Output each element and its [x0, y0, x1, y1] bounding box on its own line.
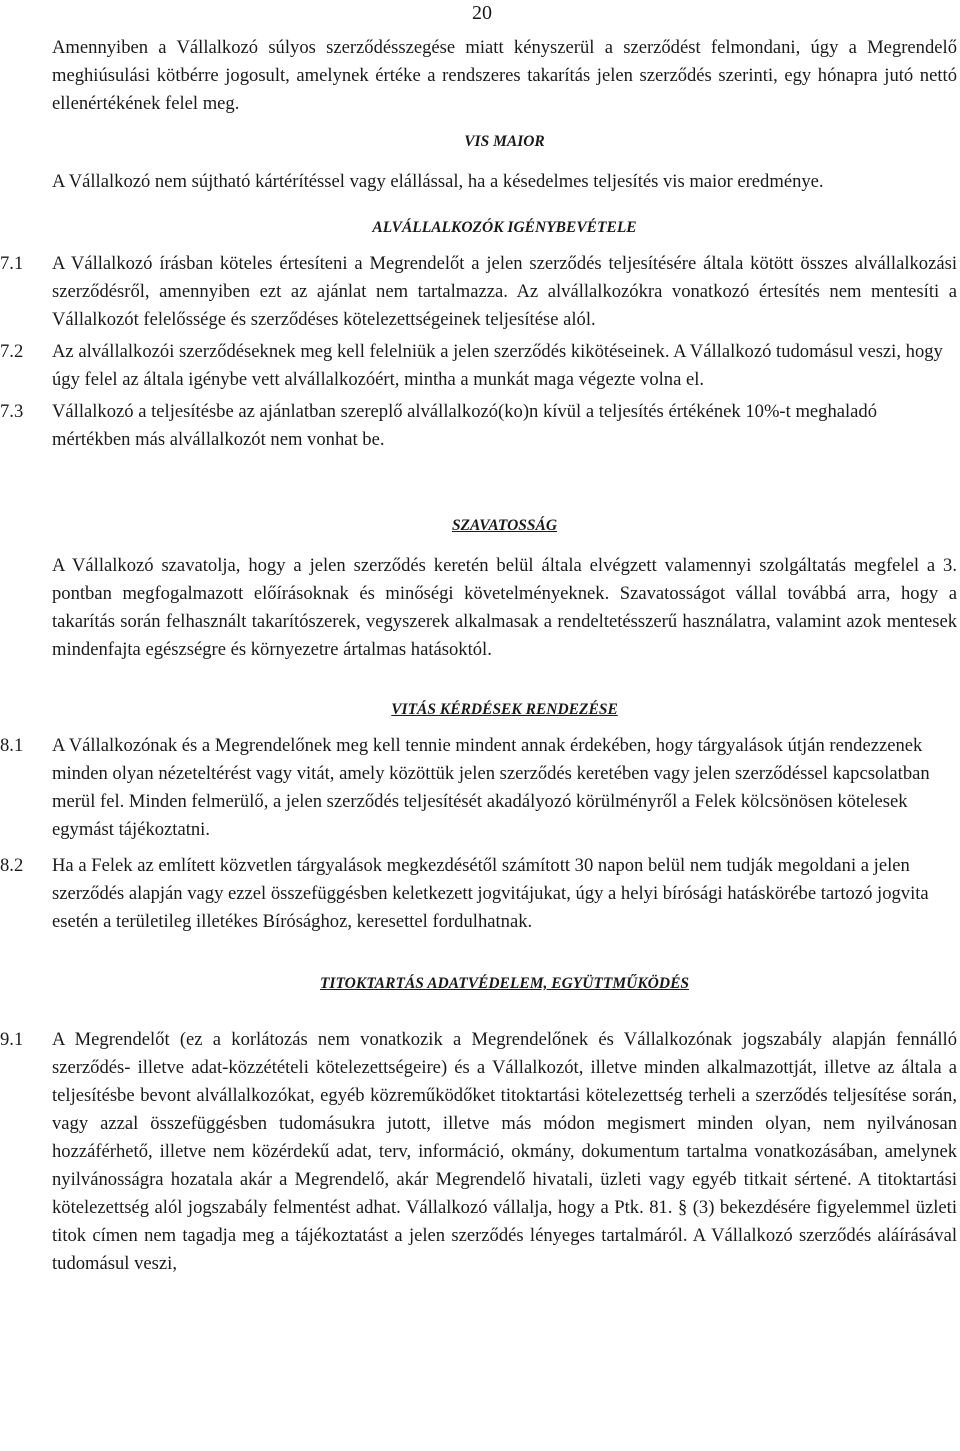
clause-number: 7.2 [0, 341, 24, 362]
clause-text: A Vállalkozónak és a Megrendelőnek meg kell tennie mindent annak érdekében, hogy tárgyalások útján rendezzenek minden olyan nézeteltérést vagy vitát, amely közöttük jelen szerződés keretében vagy jelen szerződéssel kapcsolatban merül fel. Minden felmerülő, a jelen szerződés teljesítését akadályozó körülményről a Felek kölcsönösen kötelesek egymást tájékoztatni. [52, 735, 930, 840]
clause-text: A Vállalkozó írásban köteles értesíteni a Megrendelőt a jelen szerződés teljesítésére általa kötött összes alvállalkozási szerződésről, amennyiben ezt az ajánlat nem tartalmazza. Az alvállalkozókra vonatkozó értesítés nem mentesíti a Vállalkozót felelőssége és szerződéses kötelezettségeinek teljesítése alól. [52, 253, 957, 330]
alvallalkozok-heading: ALVÁLLALKOZÓK IGÉNYBEVÉTELE [372, 219, 637, 236]
vis-maior-text: A Vállalkozó nem sújtható kártérítéssel vagy elállással, ha a késedelmes teljesítés vis maior eredménye. [52, 171, 824, 192]
clause-8-2 [0, 852, 957, 936]
clause-text: Ha a Felek az említett közvetlen tárgyalások megkezdésétől számított 30 napon belül nem tudják megoldani a jelen szerződés alapján vagy ezzel összefüggésben keletkezett jogvitájukat, úgy a helyi bírósági hatáskörébe tartozó jogvita esetén a területileg illetékes Bírósághoz, keresettel fordulhatnak. [52, 855, 929, 932]
clause-7-3 [0, 398, 957, 454]
clause-7-1 [0, 250, 957, 334]
document-body [0, 34, 957, 1278]
clause-number: 7.1 [0, 253, 24, 274]
szavatossag-text: A Vállalkozó szavatolja, hogy a jelen szerződés keretén belül általa elvégzett valamennyi szolgáltatás megfelel a 3. pontban megfogalmazott előírásoknak és minőségi követelményeknek. Szavatosságot vállal továbbá arra, hogy a takarítás során felhasznált takarítószerek, vegyszerek alkalmasak a rendeltetésszerű használatra, valamint azok mentesek mindenfajta egészségre és környezetre ártalmas hatásoktól. [52, 555, 957, 660]
intro-paragraph: Amennyiben a Vállalkozó súlyos szerződésszegése miatt kényszerül a szerződést felmondani, úgy a Megrendelő meghiúsulási kötbérre jogosult, amelynek értéke a rendszeres takarítás jelen szerződés szerinti, egy hónapra jutó nettó ellenértékének felel meg. [52, 37, 957, 114]
clause-8-1 [0, 732, 957, 844]
szavatossag-heading: SZAVATOSSÁG [451, 517, 558, 534]
vitas-heading: VITÁS KÉRDÉSEK RENDEZÉSE [391, 701, 618, 718]
clause-7-2 [0, 338, 957, 394]
page-number: 20 [472, 2, 492, 24]
vis-maior-heading: VIS MAIOR [464, 133, 545, 150]
clause-9-1 [0, 1026, 957, 1278]
clause-number: 8.2 [0, 855, 24, 876]
clause-text: Az alvállalkozói szerződéseknek meg kell felelniük a jelen szerződés kikötéseinek. A Vállalkozó tudomásul veszi, hogy úgy felel az általa igénybe vett alvállalkozóért, mintha a munkát maga végezte volna el. [52, 341, 943, 390]
clause-number: 8.1 [0, 735, 24, 756]
clause-number: 7.3 [0, 401, 24, 422]
clause-number: 9.1 [0, 1029, 24, 1050]
clause-text: A Megrendelőt (ez a korlátozás nem vonatkozik a Megrendelőnek és Vállalkozónak jogszabály alapján fennálló szerződés- illetve adat-közzétételi kötelezettségeire) és a Vállalkozót, illetve minden alkalmazottját, illetve az általa a teljesítésbe bevont alvállalkozókat, egyéb közreműködőket titoktartási kötelezettség terheli a szerződés teljesítése során, vagy azzal összefüggésben tudomásukra jutott, illetve más módon megismert minden olyan, nem nyilvánosan hozzáférhető, illetve nem közérdekű adat, terv, információ, okmány, dokumentum tartalma vonatkozásában, amelynek nyilvánosságra hozatala akár a Megrendelő, akár Megrendelő hivatali, üzleti vagy egyéb titkait sértené. A titoktartási kötelezettség alól jogszabály felmentést adhat. Vállalkozó vállalja, hogy a Ptk. 81. § (3) bekezdésére figyelemmel üzleti titok címen nem tagadja meg a tájékoztatást a jelen szerződés lényeges tartalmáról. A Vállalkozó szerződés aláírásával tudomásul veszi, [52, 1029, 957, 1274]
clause-text: Vállalkozó a teljesítésbe az ajánlatban szereplő alvállalkozó(ko)n kívül a teljesítés értékének 10%-t meghaladó mértékben más alvállalkozót nem vonhat be. [52, 401, 878, 450]
titoktartas-heading: TITOKTARTÁS ADATVÉDELEM, EGYÜTTMŰKÖDÉS [319, 975, 690, 992]
